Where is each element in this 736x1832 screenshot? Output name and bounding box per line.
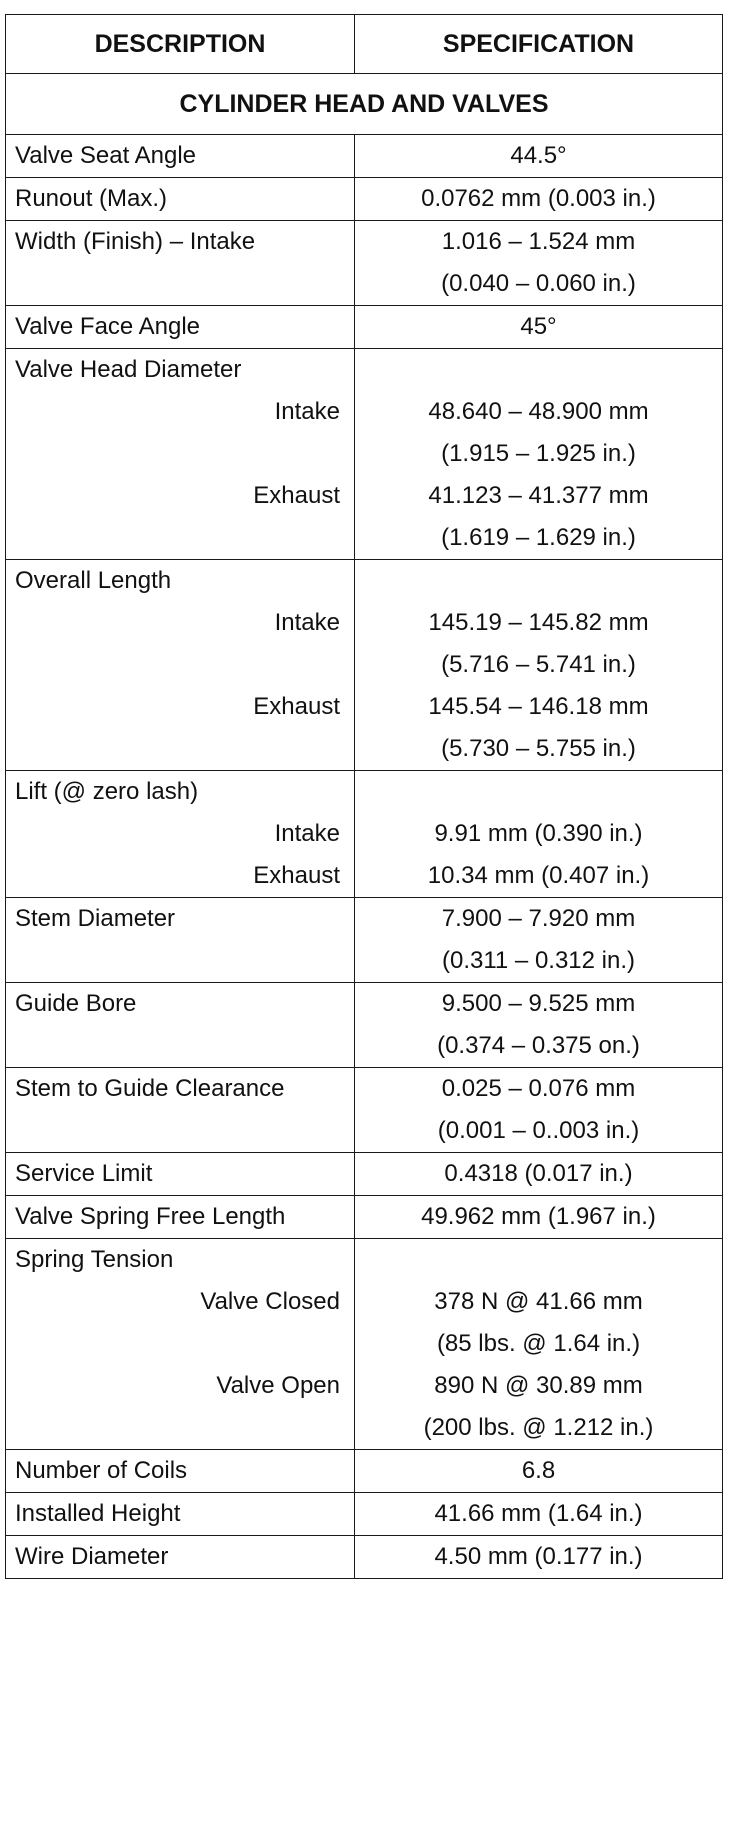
specification-value: (85 lbs. @ 1.64 in.)	[436, 1330, 641, 1357]
specification-value: 48.640 – 48.900 mm	[428, 398, 649, 425]
spec-table-body	[6, 15, 723, 1579]
header-specification: SPECIFICATION	[355, 15, 723, 74]
specification-cell	[355, 1536, 723, 1579]
specification-cell	[355, 1153, 723, 1196]
description-label: Stem Diameter	[15, 905, 176, 932]
specification-value: 1.016 – 1.524 mm	[441, 228, 636, 255]
specification-value	[355, 1239, 722, 1281]
specification-cell	[355, 178, 723, 221]
description-label: Stem to Guide Clearance	[15, 1075, 285, 1102]
description-label: Spring Tension	[15, 1246, 174, 1273]
description-label: Valve Face Angle	[15, 313, 201, 340]
specification-value: 890 N @ 30.89 mm	[434, 1372, 643, 1399]
specification-value: (200 lbs. @ 1.212 in.)	[423, 1414, 654, 1441]
spec-row	[6, 898, 723, 983]
description-cell	[6, 983, 355, 1068]
description-sublabel: Exhaust	[253, 862, 340, 889]
description-cell	[6, 178, 355, 221]
description-sublabel	[6, 517, 354, 559]
specification-value: 41.123 – 41.377 mm	[428, 482, 649, 509]
specification-value: 0.0762 mm (0.003 in.)	[421, 185, 656, 212]
description-cell	[6, 1450, 355, 1493]
specification-cell	[355, 1450, 723, 1493]
description-sublabel	[6, 433, 354, 475]
description-sublabel	[6, 728, 354, 770]
specification-value: 41.66 mm (1.64 in.)	[434, 1500, 643, 1527]
description-label: Guide Bore	[15, 990, 137, 1017]
description-cell	[6, 1153, 355, 1196]
description-cell	[6, 1196, 355, 1239]
section-title: CYLINDER HEAD AND VALVES	[6, 74, 723, 135]
specification-cell	[355, 1196, 723, 1239]
description-sublabel	[6, 1407, 354, 1449]
specification-cell	[355, 306, 723, 349]
specification-value	[355, 560, 722, 602]
description-cell	[6, 771, 355, 898]
description-sublabel	[6, 1323, 354, 1365]
spec-row	[6, 221, 723, 306]
specification-value: 0.4318 (0.017 in.)	[444, 1160, 633, 1187]
description-sublabel: Valve Open	[216, 1372, 340, 1399]
description-cell	[6, 898, 355, 983]
header-row	[6, 15, 723, 74]
spec-row	[6, 1450, 723, 1493]
spec-row	[6, 135, 723, 178]
description-label: Lift (@ zero lash)	[15, 778, 199, 805]
section-row	[6, 74, 723, 135]
description-label: Wire Diameter	[15, 1543, 169, 1570]
spec-row	[6, 1493, 723, 1536]
spec-row	[6, 1153, 723, 1196]
description-sublabel: Exhaust	[253, 482, 340, 509]
description-cell	[6, 560, 355, 771]
spec-table	[5, 14, 723, 1579]
specification-value: (0.311 – 0.312 in.)	[441, 947, 636, 974]
description-label: Valve Head Diameter	[15, 356, 242, 383]
description-label: Valve Seat Angle	[15, 142, 197, 169]
description-cell	[6, 221, 355, 306]
specification-value: (0.001 – 0..003 in.)	[437, 1117, 640, 1144]
specification-cell	[355, 1239, 723, 1450]
specification-cell	[355, 1493, 723, 1536]
specification-value: 6.8	[521, 1457, 556, 1484]
description-sublabel: Intake	[274, 398, 340, 425]
specification-cell	[355, 560, 723, 771]
specification-value: 0.025 – 0.076 mm	[441, 1075, 636, 1102]
specification-value: 9.91 mm (0.390 in.)	[434, 820, 643, 847]
specification-value: 4.50 mm (0.177 in.)	[434, 1543, 643, 1570]
spec-row	[6, 178, 723, 221]
specification-value: (0.374 – 0.375 on.)	[437, 1032, 640, 1059]
description-cell	[6, 135, 355, 178]
description-cell	[6, 1068, 355, 1153]
specification-cell	[355, 1068, 723, 1153]
specification-cell	[355, 771, 723, 898]
specification-cell	[355, 898, 723, 983]
specification-value: 9.500 – 9.525 mm	[441, 990, 636, 1017]
description-sublabel: Intake	[274, 609, 340, 636]
description-label: Number of Coils	[15, 1457, 188, 1484]
specification-value: (5.716 – 5.741 in.)	[441, 651, 636, 678]
specification-value: 145.54 – 146.18 mm	[428, 693, 649, 720]
specification-value: (1.619 – 1.629 in.)	[441, 524, 636, 551]
specification-cell	[355, 349, 723, 560]
spec-row	[6, 306, 723, 349]
spec-row	[6, 560, 723, 771]
description-sublabel: Exhaust	[253, 693, 340, 720]
specification-cell	[355, 135, 723, 178]
description-label: Service Limit	[15, 1160, 153, 1187]
specification-value: 45°	[520, 313, 557, 340]
specification-value: 145.19 – 145.82 mm	[428, 609, 649, 636]
description-sublabel	[6, 644, 354, 686]
spec-row	[6, 349, 723, 560]
spec-row	[6, 1068, 723, 1153]
description-cell	[6, 349, 355, 560]
spec-row	[6, 1536, 723, 1579]
specification-value: 10.34 mm (0.407 in.)	[427, 862, 650, 889]
specification-value: (5.730 – 5.755 in.)	[441, 735, 636, 762]
description-sublabel: Valve Closed	[200, 1288, 340, 1315]
header-description: DESCRIPTION	[6, 15, 355, 74]
spec-row	[6, 1239, 723, 1450]
description-label: Width (Finish) – Intake	[15, 228, 256, 255]
specification-value	[355, 349, 722, 391]
spec-row	[6, 771, 723, 898]
description-cell	[6, 1239, 355, 1450]
specification-value: (1.915 – 1.925 in.)	[441, 440, 636, 467]
specification-value: 7.900 – 7.920 mm	[441, 905, 636, 932]
spec-row	[6, 1196, 723, 1239]
description-label: Installed Height	[15, 1500, 181, 1527]
description-label: Valve Spring Free Length	[15, 1203, 286, 1230]
description-label: Runout (Max.)	[15, 185, 168, 212]
specification-value: 378 N @ 41.66 mm	[434, 1288, 643, 1315]
specification-value	[355, 771, 722, 813]
spec-row	[6, 983, 723, 1068]
description-cell	[6, 1493, 355, 1536]
specification-value: 49.962 mm (1.967 in.)	[421, 1203, 656, 1230]
description-label: Overall Length	[15, 567, 172, 594]
specification-cell	[355, 221, 723, 306]
description-cell	[6, 306, 355, 349]
description-sublabel: Intake	[274, 820, 340, 847]
description-cell	[6, 1536, 355, 1579]
specification-cell	[355, 983, 723, 1068]
specification-value: 44.5°	[510, 142, 567, 169]
specification-value: (0.040 – 0.060 in.)	[441, 270, 636, 297]
